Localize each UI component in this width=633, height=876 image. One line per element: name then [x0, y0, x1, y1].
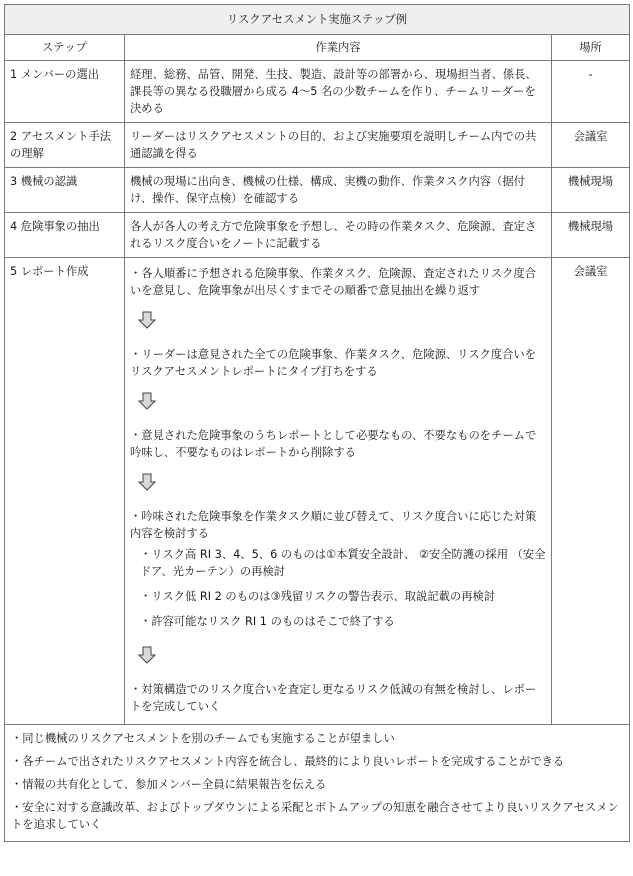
report-substep-high-risk: ・リスク高 RI 3、4、5、6 のものは①本質安全設計、 ②安全防護の採用 （安全ドア、光カーテン）の再検討 [140, 548, 546, 578]
step-cell: 5 レポート作成 [5, 258, 125, 725]
table-row [5, 123, 630, 168]
down-arrow-icon [138, 311, 156, 329]
table-row [5, 213, 630, 258]
report-substep-acceptable: ・許容可能なリスク RI 1 のものはそこで終了する [140, 615, 395, 628]
header-step: ステップ [5, 35, 125, 61]
table-row [5, 61, 630, 123]
note-item: ・情報の共有化として、参加メンバー全員に結果報告を伝える [11, 778, 327, 791]
content-cell: 経理、総務、品管、開発、生技、製造、設計等の部署から、現場担当者、係長、課長等の異なる役職層から成る 4～5 名の少数チームを作り、チームリーダーを決める [125, 61, 552, 123]
down-arrow-icon [138, 646, 156, 664]
step-cell: 3 機械の認識 [5, 168, 125, 213]
place-cell: 会議室 [552, 123, 630, 168]
table-row-report [5, 258, 630, 725]
note-item: ・安全に対する意識改革、およびトップダウンによる采配とボトムアップの知恵を融合させてより良いリスクアセスメントを追求していく [11, 801, 619, 831]
report-step-3: ・意見された危険事象のうちレポートとして必要なもの、不要なものをチームで吟味し、不要なものはレポートから削除する [130, 429, 537, 459]
header-place: 場所 [552, 35, 630, 61]
place-cell: 機械現場 [552, 213, 630, 258]
note-item: ・同じ機械のリスクアセスメントを別のチームでも実施することが望ましい [11, 732, 395, 745]
step-cell: 4 危険事象の抽出 [5, 213, 125, 258]
table-row [5, 168, 630, 213]
content-cell [125, 258, 552, 725]
notes-cell [5, 725, 630, 842]
header-content: 作業内容 [125, 35, 552, 61]
risk-assessment-table [4, 4, 630, 842]
content-cell: リーダーはリスクアセスメントの目的、および実施要項を説明しチーム内での共通認識を得る [125, 123, 552, 168]
step-cell: 2 アセスメント手法の理解 [5, 123, 125, 168]
report-step-2: ・リーダーは意見された全ての危険事象、作業タスク、危険源、リスク度合いをリスクアセスメントレポートにタイプ打ちをする [130, 348, 537, 378]
content-cell: 機械の現場に出向き、機械の仕様、構成、実機の動作、作業タスク内容（据付け、操作、保守点検）を確認する [125, 168, 552, 213]
note-item: ・各チームで出されたリスクアセスメント内容を統合し、最終的により良いレポートを完成することができる [11, 755, 565, 768]
place-cell: 機械現場 [552, 168, 630, 213]
table-title: リスクアセスメント実施ステップ例 [5, 5, 630, 35]
report-step-5: ・対策構造でのリスク度合いを査定し更なるリスク低減の有無を検討し、レポートを完成していく [130, 683, 537, 713]
place-cell: 会議室 [552, 258, 630, 725]
place-cell: - [552, 61, 630, 123]
report-substep-low-risk: ・リスク低 RI 2 のものは③残留リスクの警告表示、取説記載の再検討 [140, 590, 496, 603]
step-cell: 1 メンバーの選出 [5, 61, 125, 123]
content-cell: 各人が各人の考え方で危険事象を予想し、その時の作業タスク、危険源、査定されるリスク度合いをノートに記載する [125, 213, 552, 258]
report-step-4: ・吟味された危険事象を作業タスク順に並び替えて、リスク度合いに応じた対策内容を検討する [130, 510, 537, 540]
notes-row [5, 725, 630, 842]
down-arrow-icon [138, 392, 156, 410]
down-arrow-icon [138, 473, 156, 491]
report-step-1: ・各人順番に予想される危険事象、作業タスク、危険源、査定されたリスク度合いを意見し、危険事象が出尽くすまでその順番で意見抽出を繰り返す [130, 267, 537, 297]
